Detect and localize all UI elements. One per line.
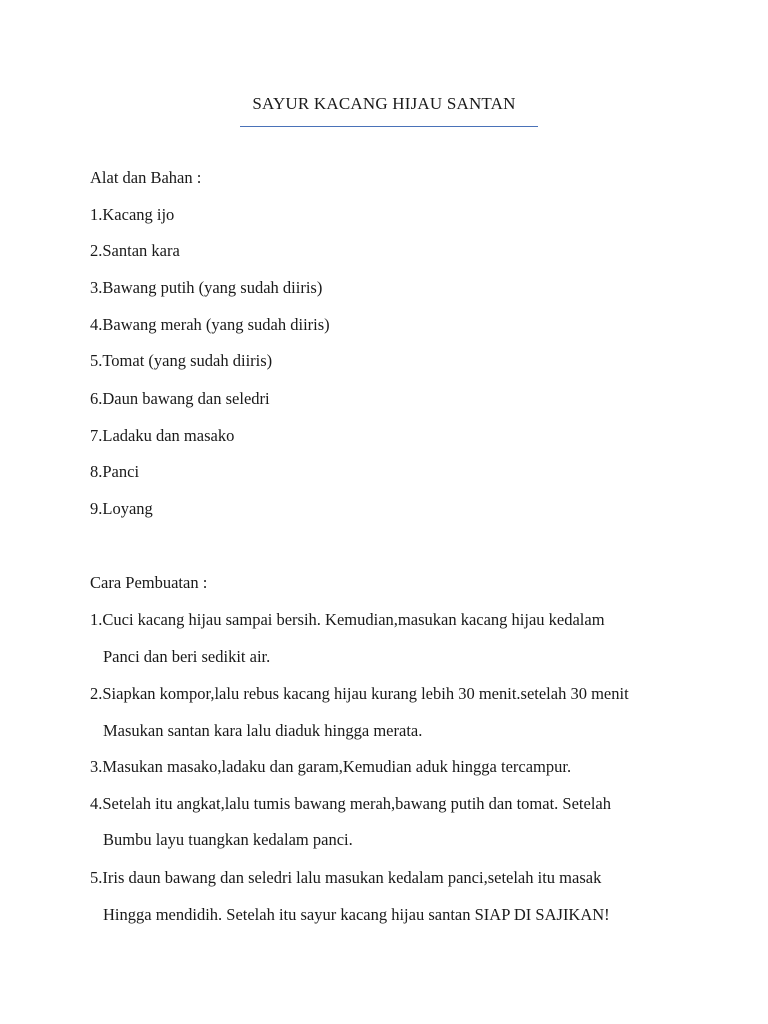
ingredients-heading: Alat dan Bahan : (90, 168, 202, 187)
step-line: 1.Cuci kacang hijau sampai bersih. Kemudian,masukan kacang hijau kedalam (90, 610, 605, 629)
ingredient-item: 4.Bawang merah (yang sudah diiris) (90, 315, 330, 334)
step-continuation: Panci dan beri sedikit air. (103, 647, 271, 666)
step-line: 4.Setelah itu angkat,lalu tumis bawang merah,bawang putih dan tomat. Setelah (90, 794, 611, 813)
ingredient-item: 8.Panci (90, 462, 140, 481)
step-continuation: Hingga mendidih. Setelah itu sayur kacang hijau santan SIAP DI SAJIKAN! (103, 905, 610, 924)
ingredient-item: 7.Ladaku dan masako (90, 426, 235, 445)
ingredient-item: 9.Loyang (90, 499, 153, 518)
step-continuation: Bumbu layu tuangkan kedalam panci. (103, 830, 353, 849)
step-line: 3.Masukan masako,ladaku dan garam,Kemudian aduk hingga tercampur. (90, 757, 572, 776)
ingredient-item: 6.Daun bawang dan seledri (90, 389, 270, 408)
ingredient-item: 1.Kacang ijo (90, 205, 175, 224)
ingredient-item: 5.Tomat (yang sudah diiris) (90, 351, 273, 370)
step-line: 5.Iris daun bawang dan seledri lalu masukan kedalam panci,setelah itu masak (90, 868, 602, 887)
ingredient-item: 2.Santan kara (90, 241, 180, 260)
ingredient-item: 3.Bawang putih (yang sudah diiris) (90, 278, 323, 297)
title-underline (240, 126, 538, 127)
step-line: 2.Siapkan kompor,lalu rebus kacang hijau kurang lebih 30 menit.setelah 30 menit (90, 684, 629, 703)
document-title: SAYUR KACANG HIJAU SANTAN (252, 94, 516, 113)
steps-heading: Cara Pembuatan : (90, 573, 208, 592)
step-continuation: Masukan santan kara lalu diaduk hingga merata. (103, 721, 423, 740)
